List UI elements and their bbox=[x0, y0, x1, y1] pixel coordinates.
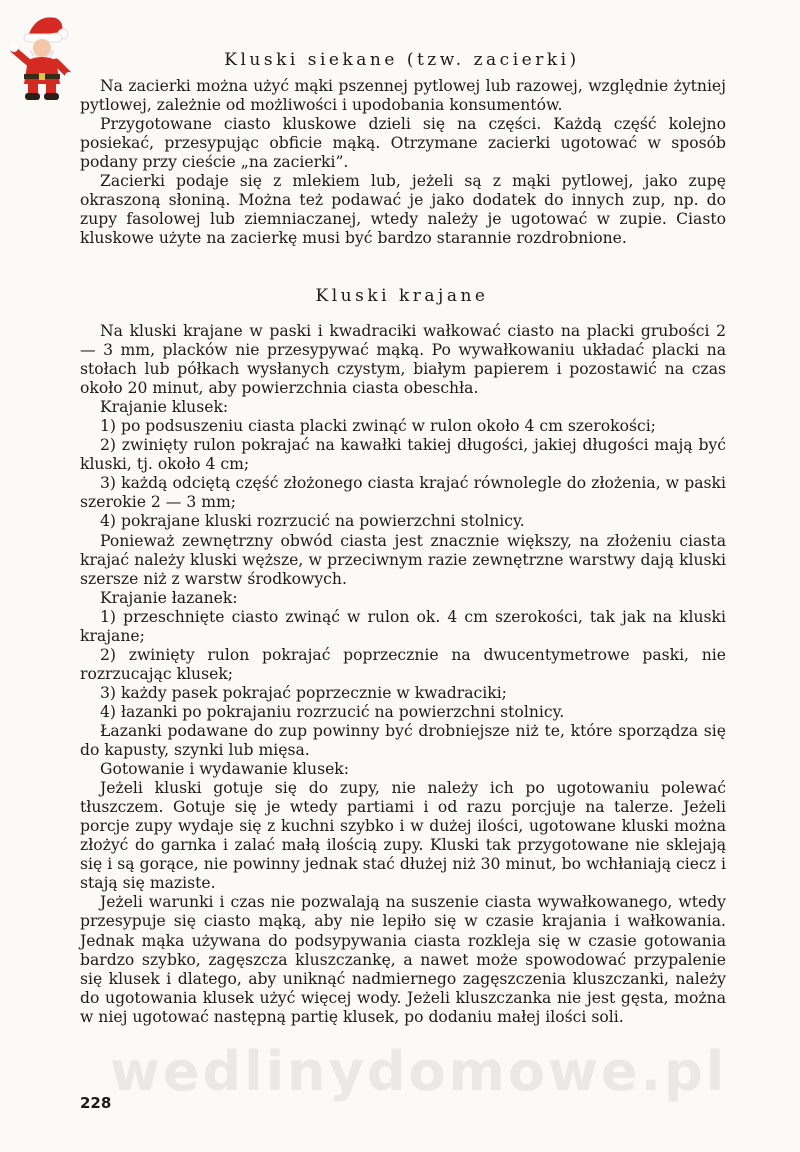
list-item: 3) każdy pasek pokrajać poprzecznie w kwadraciki; bbox=[100, 683, 507, 702]
paragraph: Na kluski krajane w paski i kwadraciki wałkować ciasto na placki grubości 2 — 3 mm, placków nie przesypywać mąką. Po wywałkowaniu układać placki na stołach lub półkach wysłanych czystym, białym papierem i pozostawić na czas około 20 minut, aby powierzchnia ciasta obeschła. bbox=[80, 322, 726, 398]
section-body-kluski-siekane bbox=[80, 77, 726, 248]
list-item: 3) każdą odciętą część złożonego ciasta krajać równolegle do złożenia, w paski szerokie 2 — 3 mm; bbox=[80, 474, 726, 512]
paragraph: Zacierki podaje się z mlekiem lub, jeżeli są z mąki pytlowej, jako zupę okraszoną słoniną. Można też podawać je jako dodatek do innych zup, np. do zupy fasolowej lub ziemniaczanej, wtedy należy je ugotować w zupie. Ciasto kluskowe użyte na zacierkę musi być bardzo starannie rozdrobnione. bbox=[80, 172, 726, 248]
list-item: 2) zwinięty rulon pokrajać poprzecznie na dwucentymetrowe paski, nie rozrzucając klusek; bbox=[80, 645, 726, 683]
paragraph: Przygotowane ciasto kluskowe dzieli się na części. Każdą część kolejno posiekać, przesypując obficie mąką. Otrzymane zacierki ugotować w sposób podany przy cieście „na zacierki”. bbox=[80, 115, 726, 172]
subheading: Krajanie klusek: bbox=[100, 398, 229, 417]
santa-claus-icon bbox=[8, 10, 76, 102]
subheading: Krajanie łazanek: bbox=[100, 588, 238, 607]
list-item: 1) przeschnięte ciasto zwinąć w rulon ok. 4 cm szerokości, tak jak na kluski krajane; bbox=[80, 607, 726, 645]
list-item: 4) pokrajane kluski rozrzucić na powierzchni stolnicy. bbox=[100, 512, 525, 531]
list-item: 2) zwinięty rulon pokrajać na kawałki takiej długości, jakiej długości mają być kluski, tj. około 4 cm; bbox=[80, 436, 726, 474]
list-item: 4) łazanki po pokrajaniu rozrzucić na powierzchni stolnicy. bbox=[100, 702, 565, 721]
subheading: Gotowanie i wydawanie klusek: bbox=[100, 760, 350, 779]
watermark-text: wedlinydomowe.pl bbox=[110, 1040, 728, 1103]
section-title-kluski-krajane: Kluski krajane bbox=[315, 286, 489, 306]
paragraph: Na zacierki można użyć mąki pszennej pytlowej lub razowej, względnie żytniej pytlowej, zależnie od możliwości i upodobania konsumentów. bbox=[80, 77, 726, 115]
paragraph: Łazanki podawane do zup powinny być drobniejsze niż te, które sporządza się do kapusty, szynki lub mięsa. bbox=[80, 721, 726, 760]
paragraph: Jeżeli warunki i czas nie pozwalają na suszenie ciasta wywałkowanego, wtedy przesypuje się ciasto mąką, aby nie lepiło się w czasie krajania i wałkowania. Jednak mąka używana do podsypywania ciasta rozkleja się w czasie gotowania bardzo szybko, zagęszcza kluszczankę, a nawet może spowodować przypalenie się klusek i dlatego, aby uniknąć nadmiernego zagęszczenia kluszczanki, należy do ugotowania klusek użyć więcej wody. Jeżeli kluszczanka nie jest gęsta, można w niej ugotować następną partię klusek, po dodaniu małej ilości soli. bbox=[80, 893, 726, 1026]
page-number: 228 bbox=[80, 1094, 112, 1112]
paragraph: Ponieważ zewnętrzny obwód ciasta jest znacznie większy, na złożeniu ciasta krajać należy kluski węższe, w przeciwnym razie zewnętrzne warstwy dają kluski szersze niż z warstw środkowych. bbox=[80, 531, 726, 588]
section-body-kluski-krajane bbox=[80, 322, 726, 1027]
section-title-kluski-siekane: Kluski siekane (tzw. zacierki) bbox=[224, 50, 580, 70]
paragraph: Jeżeli kluski gotuje się do zupy, nie należy ich po ugotowaniu polewać tłuszczem. Gotuje się je wtedy partiami i od razu porcjuje na talerze. Jeżeli porcje zupy wydaje się z kuchni szybko i w dużej ilości, ugotowane kluski można złożyć do garnka i zalać małą ilością zupy. Kluski tak przygotowane nie sklejają się i są gorące, nie powinny jednak stać dłużej niż 30 minut, bo wchłaniają ciecz i stają się maziste. bbox=[80, 779, 726, 893]
list-item: 1) po podsuszeniu ciasta placki zwinąć w rulon około 4 cm szerokości; bbox=[100, 417, 656, 436]
